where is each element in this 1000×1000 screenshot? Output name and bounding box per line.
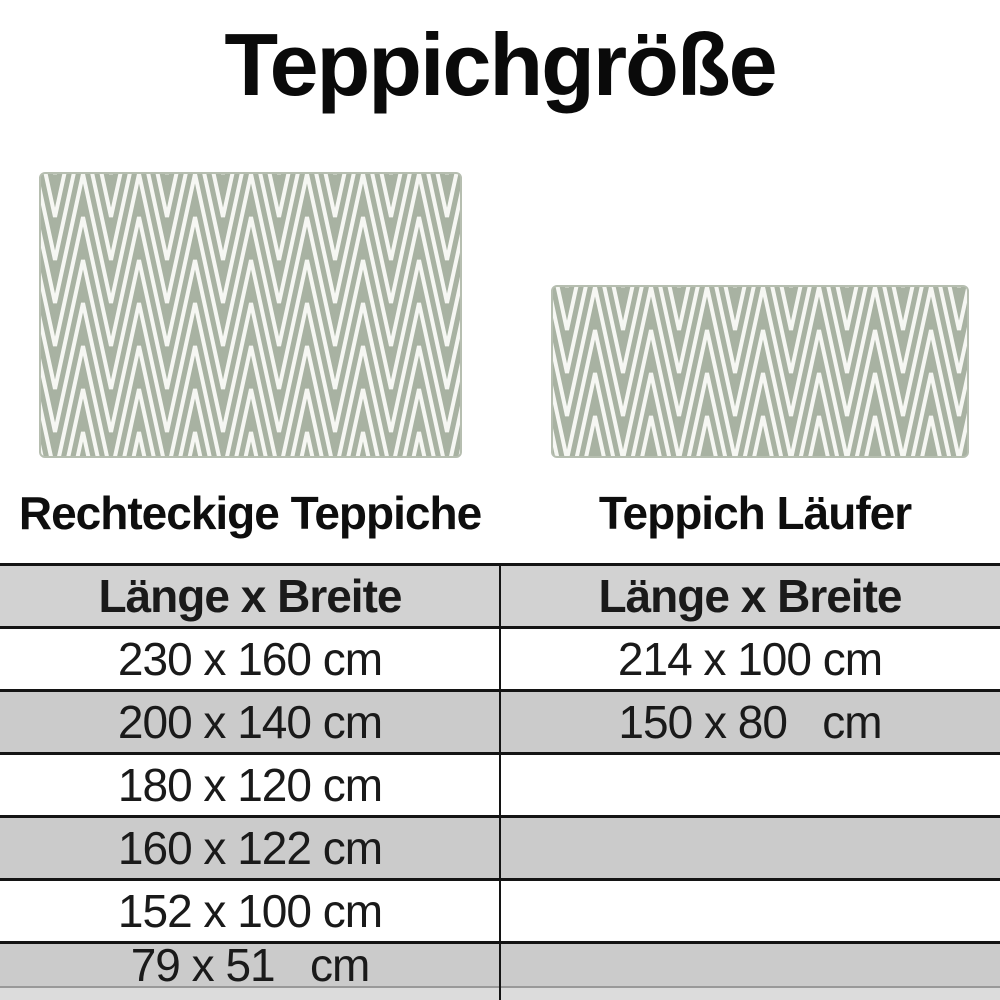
size-cell: 150 x 80 cm bbox=[618, 696, 882, 748]
chevron-pattern bbox=[41, 174, 460, 456]
column-header-left: Länge x Breite bbox=[98, 570, 402, 622]
chevron-pattern bbox=[553, 287, 967, 456]
size-cell: 152 x 100 cm bbox=[117, 885, 383, 937]
size-cell: 200 x 140 cm bbox=[117, 696, 383, 748]
size-cell: 160 x 122 cm bbox=[117, 822, 383, 874]
rectangular-rug-image bbox=[39, 172, 462, 458]
size-cell: 79 x 51 cm bbox=[130, 939, 370, 991]
size-cell: 230 x 160 cm bbox=[117, 633, 383, 685]
size-cell: 214 x 100 cm bbox=[617, 633, 883, 685]
column-divider-line bbox=[499, 563, 501, 1000]
page-title: Teppichgröße bbox=[224, 15, 776, 114]
rectangular-rugs-label: Rechteckige Teppiche bbox=[18, 487, 482, 539]
column-header-right: Länge x Breite bbox=[598, 570, 902, 622]
runner-rugs-label: Teppich Läufer bbox=[598, 487, 912, 539]
size-cell: 180 x 120 cm bbox=[117, 759, 383, 811]
runner-rug-image bbox=[551, 285, 969, 458]
